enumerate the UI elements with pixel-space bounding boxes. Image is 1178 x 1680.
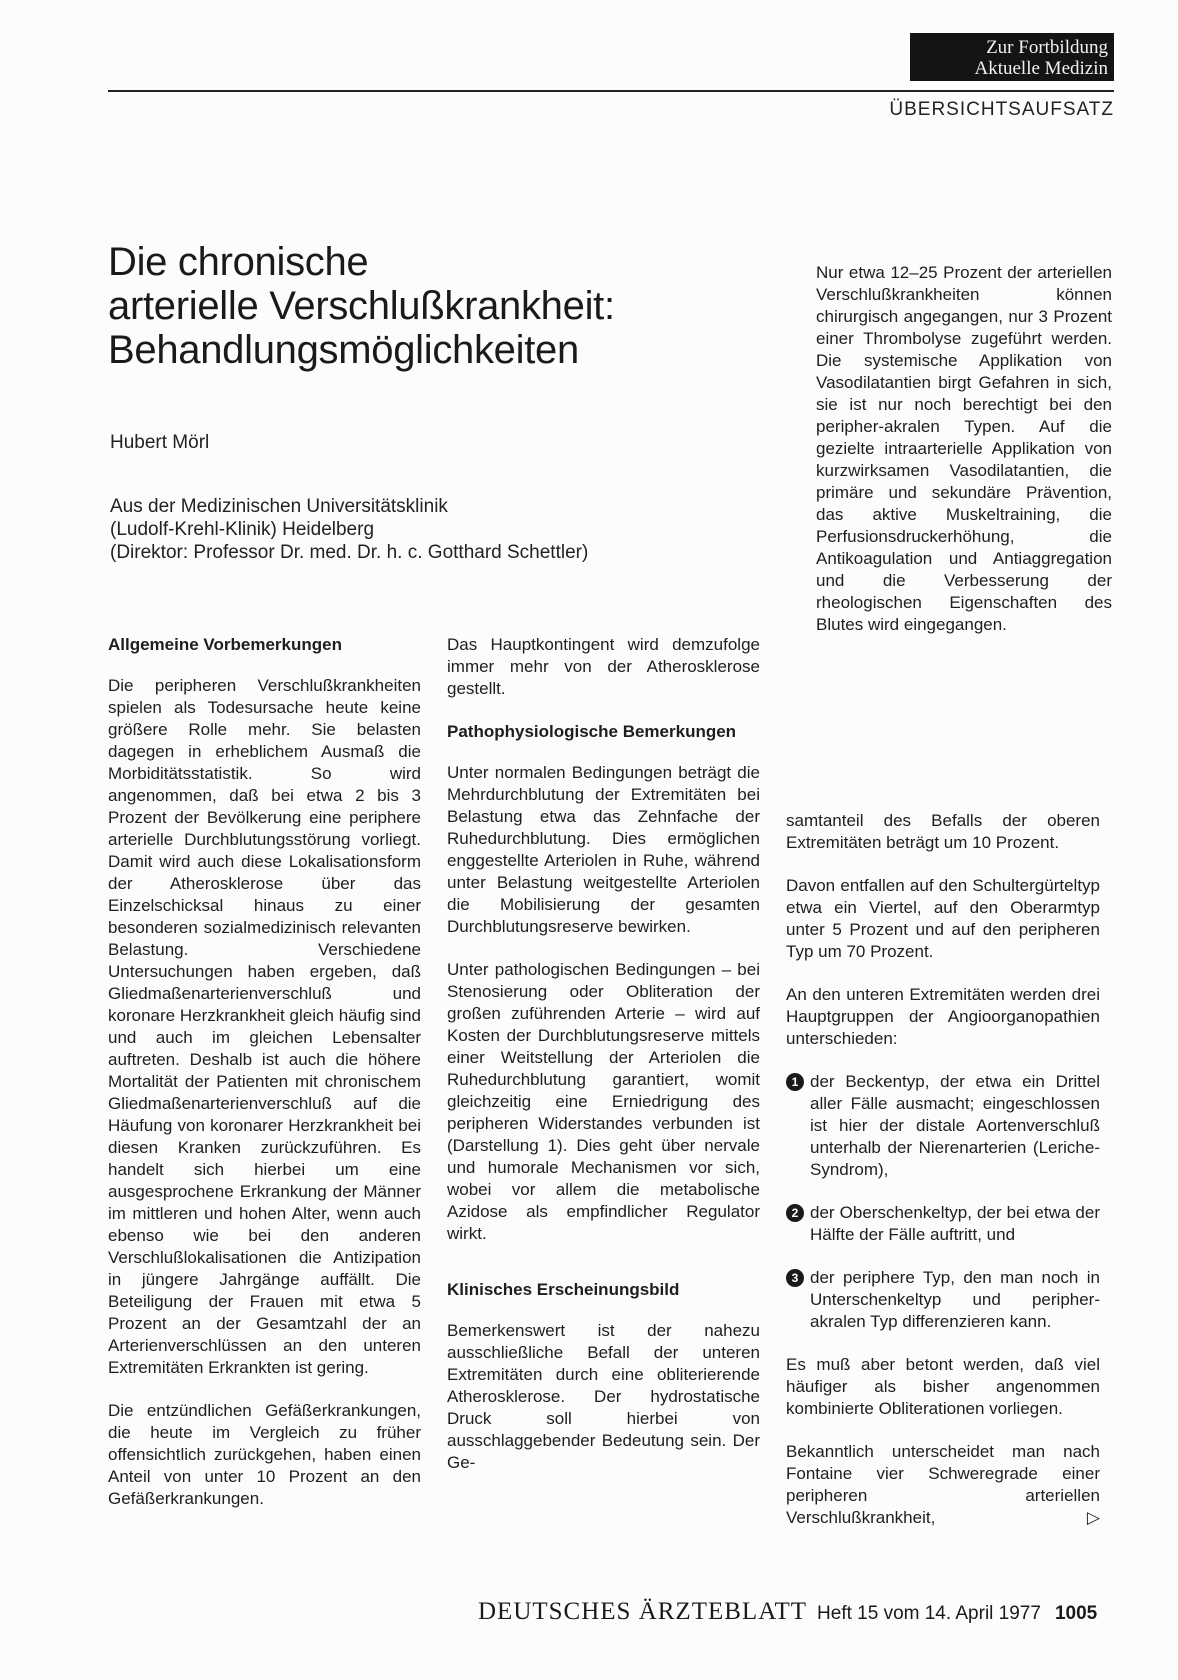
column-3 — [786, 810, 1100, 1550]
paragraph: Unter normalen Bedingungen beträgt die Mehrdurchblutung der Extremitäten bei Belastung etwa das Zehnfache der Ruhedurchblutung. Dies ermöglichen enggestellte Arteriolen in Ruhe, während unter Belastung weitgestellte Arteriolen die Mobilisierung der gesamten Durchblutungsreserve bewirken. — [447, 763, 760, 936]
list-item-text: der Oberschenkeltyp, der bei etwa der Hälfte der Fälle auftritt, und — [810, 1203, 1100, 1244]
header-rule — [108, 90, 1114, 92]
page-number: 1005 — [1054, 1603, 1098, 1624]
affiliation-line-1: Aus der Medizinischen Universitätsklinik — [110, 496, 448, 517]
column-2 — [447, 634, 760, 1495]
title-line-3: Behandlungsmöglichkeiten — [108, 328, 579, 372]
summary-column — [816, 262, 1112, 657]
badge-line-1: Zur Fortbildung — [986, 37, 1108, 58]
summary-text: Nur etwa 12–25 Prozent der arteriellen Verschlußkrankheiten können chirurgisch angegangen, nur 3 Prozent einer Thrombolyse zugeführt werden. Die systemische Applikation von Vasodilatantien birgt Gefahren in sich, sie ist nur noch berechtigt bei den peripher-akralen Typen. Auf die gezielte intraarterielle Applikation von kurzwirksamen Vasodilatantien, die primäre und sekundäre Prävention, das aktive Muskeltraining, die Perfusionsdruckerhöhung, die Antikoagulation und Antiaggregation und die Verbesserung der rheologischen Eigenschaften des Blutes wird eingegangen. — [816, 263, 1112, 634]
number-2-icon: 2 — [786, 1204, 804, 1222]
paragraph — [786, 1441, 1100, 1529]
page-footer — [478, 1598, 1097, 1626]
number-1-icon: 1 — [786, 1073, 804, 1091]
list-item-1 — [786, 1071, 1100, 1181]
journal-name: DEUTSCHES ÄRZTEBLATT — [478, 1598, 808, 1625]
paragraph: An den unteren Extremitäten werden drei Hauptgruppen der Angioorganopathien unterschieden: — [786, 985, 1100, 1048]
affiliation — [110, 495, 588, 564]
paragraph: Davon entfallen auf den Schultergürteltyp etwa ein Viertel, auf den Oberarmtyp unter 5 Prozent und auf den peripheren Typ um 70 Prozent. — [786, 876, 1100, 961]
heading-klinisches-erscheinungsbild: Klinisches Erscheinungsbild — [447, 1280, 680, 1299]
paragraph: Es muß aber betont werden, daß viel häufiger als bisher angenommen kombinierte Obliterationen vorliegen. — [786, 1355, 1100, 1418]
column-1 — [108, 634, 421, 1531]
continue-arrow-icon: ▷ — [1086, 1508, 1100, 1527]
paragraph: Unter pathologischen Bedingungen – bei Stenosierung oder Obliteration der großen zuführenden Arterie – wird auf Kosten der Durchblutungsreserve mittels einer Weitstellung der Arteriolen die Ruhedurchblutung garantiert, womit gleichzeitig eine Erniedrigung des peripheren Widerstandes verbunden ist (Darstellung 1). Dies geht über nervale und humorale Mechanismen vor sich, wobei vor allem die metabolische Azidose als empfindlicher Regulator wirkt. — [447, 960, 760, 1243]
list-item-text: der periphere Typ, den man noch in Unterschenkeltyp und peripher-akralen Typ differenzieren kann. — [810, 1268, 1100, 1331]
article-title — [108, 240, 728, 372]
title-line-1: Die chronische — [108, 240, 369, 284]
issue-info: Heft 15 vom 14. April 1977 — [817, 1603, 1041, 1624]
affiliation-line-3: (Direktor: Professor Dr. med. Dr. h. c. Gotthard Schettler) — [110, 542, 589, 563]
title-line-2: arterielle Verschlußkrankheit: — [108, 284, 615, 328]
list-item-text: der Beckentyp, der etwa ein Drittel aller Fälle ausmacht; eingeschlossen ist hier der distale Aortenverschluß unterhalb der Nierenarterien (Leriche-Syndrom), — [810, 1072, 1100, 1179]
paragraph: Die peripheren Verschlußkrankheiten spielen als Todesursache heute keine größere Rolle mehr. Sie belasten dagegen in erheblichem Ausmaß die Morbiditätsstatistik. So wird angenommen, daß bei etwa 2 bis 3 Prozent der Bevölkerung eine periphere arterielle Durchblutungsstörung vorliegt. Damit wird auch diese Lokalisationsform der Atherosklerose über das Einzelschicksal hinaus zu einer besonderen sozialmedizinisch relevanten Belastung. Verschiedene Untersuchungen haben ergeben, daß Gliedmaßenarterienverschluß und koronare Herzkrankheit gleich häufig sind und auch im gleichen Lebensalter auftreten. Deshalb ist auch die höhere Mortalität der Patienten mit chronischem Gliedmaßenarterienverschluß auf die Häufung von koronarer Herzkrankheit bei diesen Kranken zurückzuführen. Es handelt sich hierbei um eine ausgesprochene Erkrankung der Männer im mittleren und hohen Alter, wenn auch ebenso wie bei den anderen Verschlußlokalisationen die Antizipation in jüngere Jahrgänge auffällt. Die Beteiligung der Frauen mit etwa 5 Prozent an der Gesamtzahl der an Arterienverschlüssen an den unteren Extremitäten Erkrankten ist gering. — [108, 676, 421, 1377]
paragraph: Die entzündlichen Gefäßerkrankungen, die heute im Vergleich zu früher offensichtlich zurückgehen, haben einen Anteil von unter 10 Prozent an den Gefäßerkrankungen. — [108, 1401, 421, 1508]
heading-allgemeine-vorbemerkungen: Allgemeine Vorbemerkungen — [108, 635, 342, 654]
category-badge — [910, 33, 1114, 81]
affiliation-line-2: (Ludolf-Krehl-Klinik) Heidelberg — [110, 519, 375, 540]
section-label: ÜBERSICHTSAUFSATZ — [889, 99, 1114, 120]
paragraph-text: Bekanntlich unterscheidet man nach Fontaine vier Schweregrade einer peripheren arteriellen Verschlußkrankheit, — [786, 1442, 1100, 1527]
author: Hubert Mörl — [110, 432, 210, 453]
list-item-3 — [786, 1267, 1100, 1333]
list-item-2 — [786, 1202, 1100, 1246]
number-3-icon: 3 — [786, 1269, 804, 1287]
badge-line-2: Aktuelle Medizin — [974, 58, 1108, 79]
heading-pathophysiologische-bemerkungen: Pathophysiologische Bemerkungen — [447, 722, 737, 741]
paragraph: Das Hauptkontingent wird demzufolge immer mehr von der Atherosklerose gestellt. — [447, 635, 760, 698]
paragraph: Bemerkenswert ist der nahezu ausschließliche Befall der unteren Extremitäten durch eine obliterierende Atherosklerose. Der hydrostatische Druck soll hierbei von ausschlaggebender Bedeutung sein. Der Ge- — [447, 1321, 760, 1472]
paragraph: samtanteil des Befalls der oberen Extremitäten beträgt um 10 Prozent. — [786, 811, 1100, 852]
